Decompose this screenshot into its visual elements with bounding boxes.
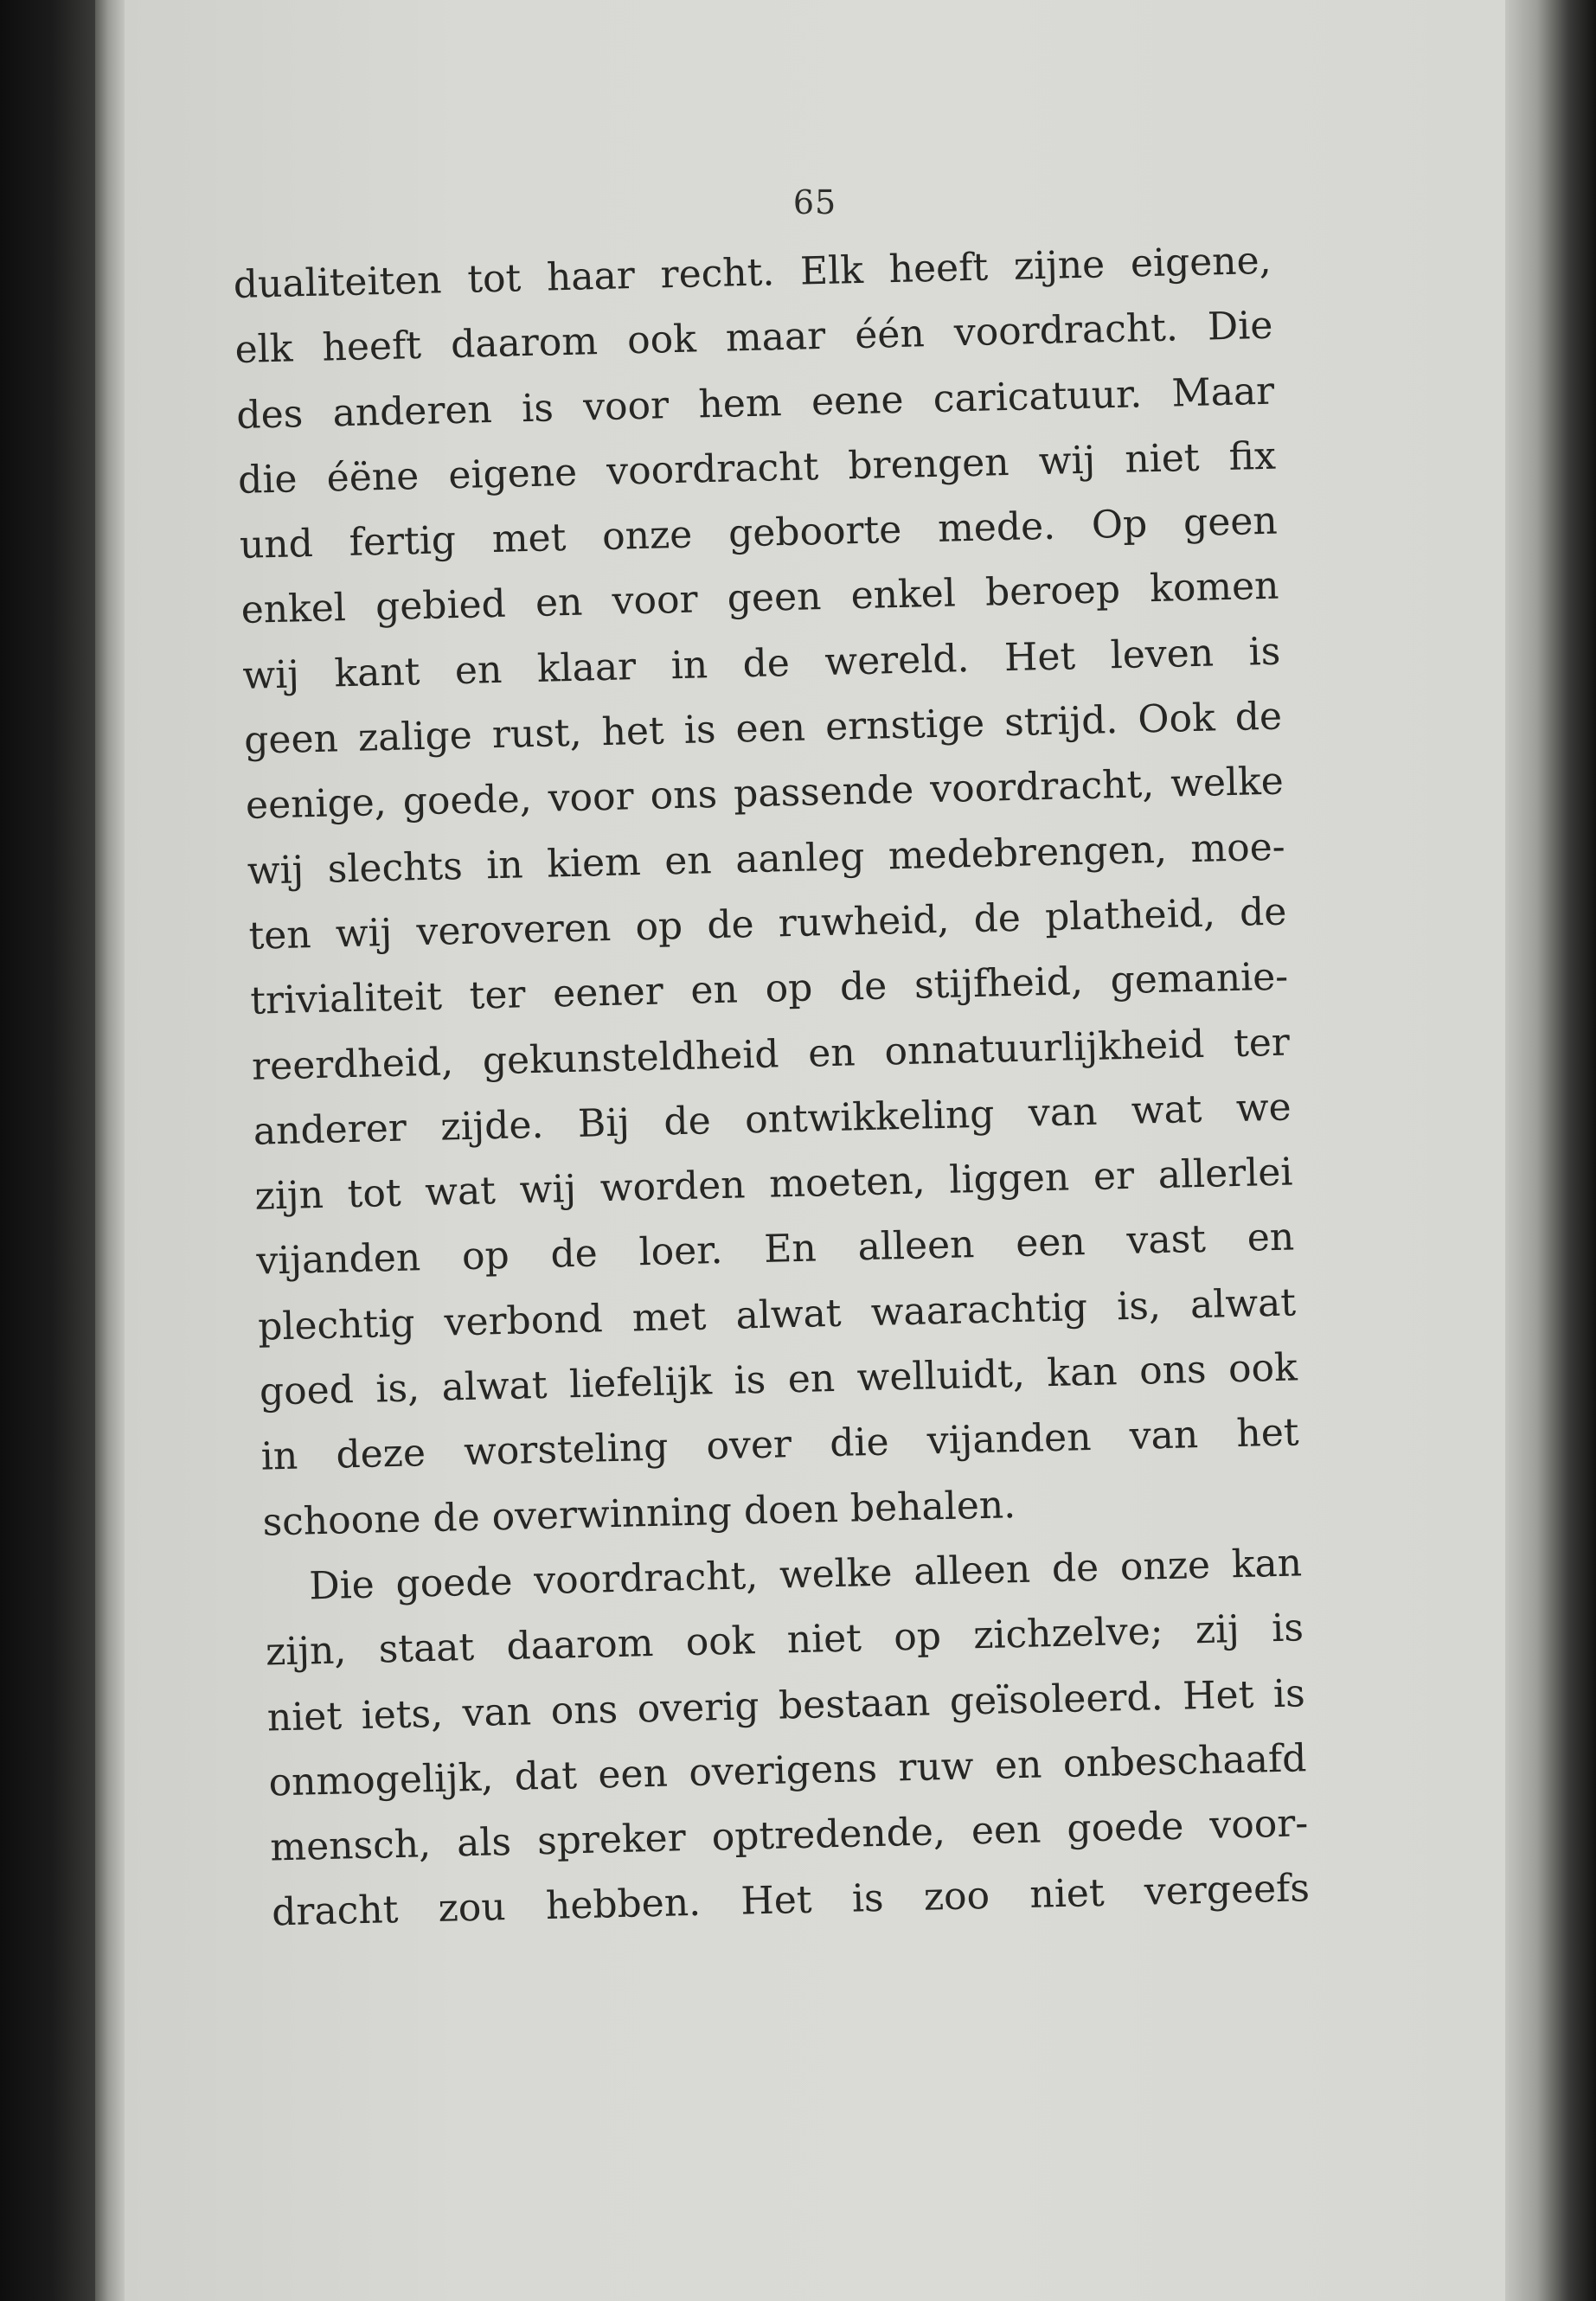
body-text	[233, 228, 1311, 1945]
page-right-edge	[1505, 0, 1596, 2301]
text-line: ten wij veroveren op de ruwheid, de platheid, de	[248, 889, 1287, 958]
text-line: anderer zijde. Bij de ontwikkeling van wat we	[253, 1085, 1292, 1154]
text-line: dualiteiten tot haar recht. Elk heeft zijne eigene,	[233, 238, 1272, 307]
paper-page	[125, 0, 1505, 2301]
text-line: plechtig verbond met alwat waarachtig is, alwat	[257, 1280, 1297, 1349]
text-line: Die goede voordracht, welke alleen de onze kan	[308, 1541, 1303, 1609]
text-line: eenige, goede, voor ons passende voordracht, welke	[245, 759, 1285, 829]
text-line: und fertig met onze geboorte mede. Op geen	[239, 498, 1279, 568]
text-line: dracht zou hebben. Het is zoo niet vergeefs	[271, 1866, 1311, 1935]
text-line: die éëne eigene voordracht brengen wij niet fix	[237, 433, 1277, 503]
text-line: mensch, als spreker optredende, een goede voor-	[269, 1801, 1309, 1870]
text-line: trivialiteit ter eener en op de stijfheid, gemanie-	[249, 954, 1289, 1024]
text-line: reerdheid, gekunsteldheid en onnatuurlijkheid ter	[251, 1020, 1291, 1089]
text-line: schoone de overwinning doen behalen.	[261, 1482, 1016, 1545]
text-line: vijanden op de loer. En alleen een vast en	[255, 1215, 1295, 1285]
text-line: wij slechts in kiem en aanleg medebrengen, moe-	[247, 824, 1286, 894]
text-line: elk heeft daarom ook maar één voordracht. Die	[234, 304, 1273, 373]
text-line: des anderen is voor hem eene caricatuur. Maar	[235, 369, 1275, 438]
text-line: goed is, alwat liefelijk is en welluidt, kan ons ook	[259, 1345, 1298, 1414]
text-line: enkel gebied en voor geen enkel beroep komen	[240, 564, 1280, 633]
text-line: in deze worsteling over die vijanden van het	[260, 1410, 1300, 1479]
text-line: wij kant en klaar in de wereld. Het leven is	[241, 629, 1281, 698]
text-line: niet iets, van ons overig bestaan geïsoleerd. Het is	[266, 1670, 1306, 1740]
text-line: zijn, staat daarom ook niet op zichzelve; zij is	[265, 1606, 1304, 1675]
text-line: geen zalige rust, het is een ernstige strijd. Ook de	[243, 694, 1283, 763]
text-line: onmogelijk, dat een overigens ruw en onbeschaafd	[268, 1736, 1307, 1805]
binding-shadow	[0, 0, 95, 2301]
page-number: 65	[792, 183, 837, 221]
text-line: zijn tot wat wij worden moeten, liggen er allerlei	[254, 1150, 1293, 1219]
page-left-edge	[95, 0, 125, 2301]
